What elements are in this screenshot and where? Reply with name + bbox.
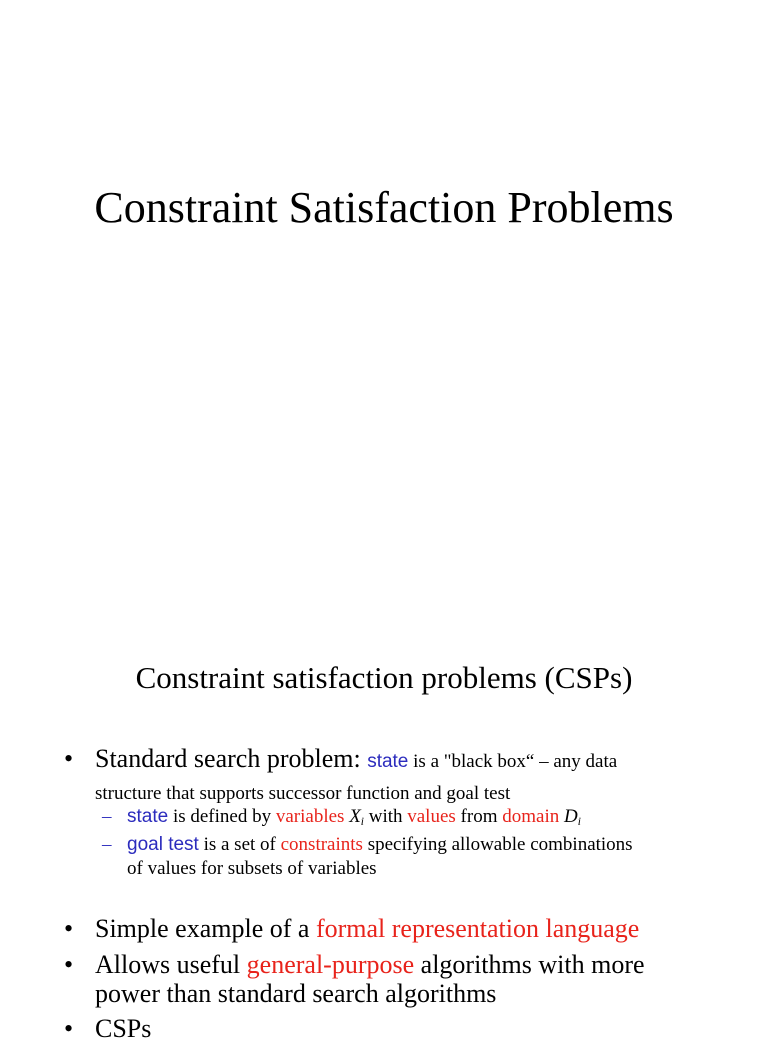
text-part: Simple example of a	[95, 914, 316, 943]
keyword-general-purpose: general-purpose	[246, 950, 415, 979]
keyword-formal-representation-language: formal representation language	[315, 914, 640, 943]
text-part: algorithms with more	[414, 950, 645, 979]
bullet-lead: Standard search problem:	[95, 744, 368, 773]
bullet-text: CSPs	[95, 1014, 152, 1043]
bullet-text-part: is a "black box“ – any data	[408, 751, 618, 772]
dash-icon: –	[102, 806, 112, 827]
sub-bullet-text	[127, 805, 702, 834]
symbol-d: D	[563, 806, 578, 827]
bullet-text	[95, 950, 705, 1008]
slide-2	[0, 576, 768, 1043]
bullet-icon: •	[64, 744, 74, 773]
keyword-goal-test: goal test	[127, 834, 199, 855]
keyword-state: state	[367, 751, 409, 772]
slide-title: Constraint Satisfaction Problems	[94, 183, 674, 232]
slide-title: Constraint satisfaction problems (CSPs)	[135, 660, 633, 695]
bullet-text-line2: power than standard search algorithms	[95, 979, 497, 1008]
bullet-text	[95, 914, 705, 943]
text-part: from	[455, 806, 503, 827]
symbol-x: X	[349, 806, 361, 827]
sub-bullet-text	[127, 833, 702, 881]
keyword-variables: variables	[275, 806, 345, 827]
keyword-values: values	[407, 806, 456, 827]
keyword-domain: domain	[502, 806, 560, 827]
keyword-state: state	[127, 806, 169, 827]
bullet-text	[95, 744, 705, 806]
sub-bullet-text-line2: of values for subsets of variables	[127, 858, 377, 879]
bullet-icon: •	[64, 914, 74, 943]
bullet-icon: •	[64, 950, 74, 979]
bullet-text-line2: structure that supports successor function and goal test	[95, 783, 511, 804]
subscript-i: i	[577, 816, 581, 828]
text-part: specifying allowable combinations	[362, 834, 633, 855]
text-part: Allows useful	[95, 950, 247, 979]
keyword-constraints: constraints	[280, 834, 363, 855]
dash-icon: –	[102, 834, 112, 855]
subscript-i: i	[360, 816, 364, 828]
bullet-icon: •	[64, 1014, 74, 1043]
text-part: with	[363, 806, 408, 827]
text-part: is defined by	[168, 806, 276, 827]
text-part: is a set of	[198, 834, 281, 855]
